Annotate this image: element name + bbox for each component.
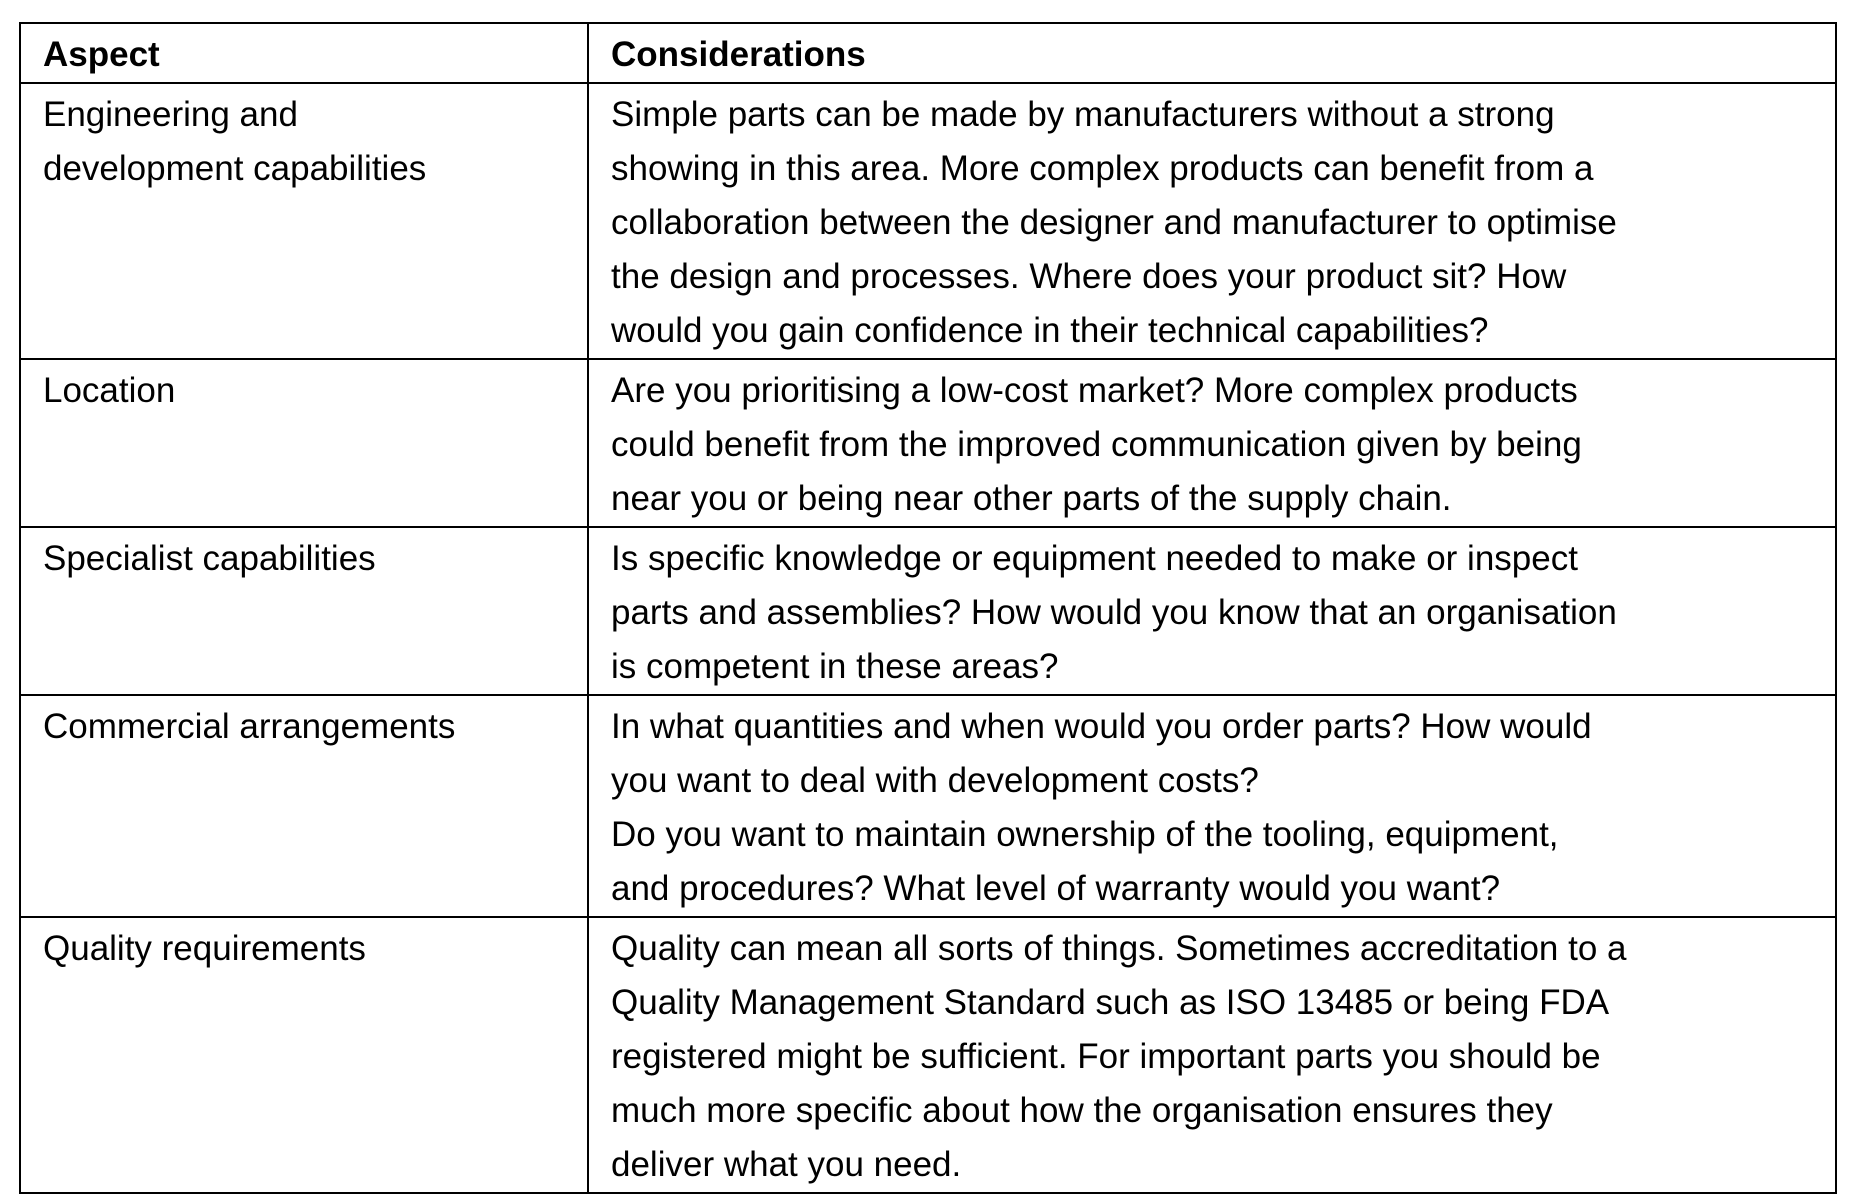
considerations-line: you want to deal with development costs? [611, 761, 1259, 800]
table-row [20, 83, 1836, 359]
aspect-line: Quality requirements [43, 929, 366, 968]
considerations-line: registered might be sufficient. For important parts you should be [611, 1037, 1601, 1076]
aspect-cell [20, 359, 588, 527]
aspect-cell [20, 83, 588, 359]
aspect-line: Specialist capabilities [43, 539, 376, 578]
aspect-line: Location [43, 371, 176, 410]
considerations-line: deliver what you need. [611, 1145, 962, 1184]
considerations-cell [588, 527, 1836, 695]
considerations-line: and procedures? What level of warranty would you want? [611, 869, 1501, 908]
table-header-row [20, 23, 1836, 83]
table-row [20, 527, 1836, 695]
considerations-line: much more specific about how the organisation ensures they [611, 1091, 1553, 1130]
considerations-line: parts and assemblies? How would you know that an organisation [611, 593, 1617, 632]
aspect-cell [20, 527, 588, 695]
aspect-line: Engineering and [43, 95, 298, 134]
considerations-cell [588, 83, 1836, 359]
aspect-line: development capabilities [43, 149, 427, 188]
considerations-line: the design and processes. Where does your product sit? How [611, 257, 1567, 296]
considerations-line: could benefit from the improved communication given by being [611, 425, 1582, 464]
header-considerations: Considerations [588, 23, 1836, 83]
considerations-line: Quality Management Standard such as ISO 13485 or being FDA [611, 983, 1610, 1022]
considerations-cell [588, 917, 1836, 1193]
table-row [20, 695, 1836, 917]
considerations-line: is competent in these areas? [611, 647, 1059, 686]
table-row [20, 917, 1836, 1193]
considerations-line: near you or being near other parts of the supply chain. [611, 479, 1452, 518]
considerations-line: Quality can mean all sorts of things. Sometimes accreditation to a [611, 929, 1627, 968]
considerations-line: Do you want to maintain ownership of the tooling, equipment, [611, 815, 1559, 854]
considerations-line: Are you prioritising a low-cost market? More complex products [611, 371, 1578, 410]
considerations-cell [588, 359, 1836, 527]
aspect-cell [20, 917, 588, 1193]
considerations-line: Is specific knowledge or equipment needed to make or inspect [611, 539, 1578, 578]
aspect-line: Commercial arrangements [43, 707, 456, 746]
considerations-table [19, 22, 1837, 1194]
considerations-line: collaboration between the designer and manufacturer to optimise [611, 203, 1617, 242]
considerations-table-container [19, 22, 1835, 1194]
table-row [20, 359, 1836, 527]
header-aspect: Aspect [20, 23, 588, 83]
considerations-line: showing in this area. More complex products can benefit from a [611, 149, 1594, 188]
considerations-line: would you gain confidence in their technical capabilities? [611, 311, 1489, 350]
considerations-line: Simple parts can be made by manufacturers without a strong [611, 95, 1555, 134]
considerations-line: In what quantities and when would you order parts? How would [611, 707, 1592, 746]
aspect-cell [20, 695, 588, 917]
considerations-cell [588, 695, 1836, 917]
